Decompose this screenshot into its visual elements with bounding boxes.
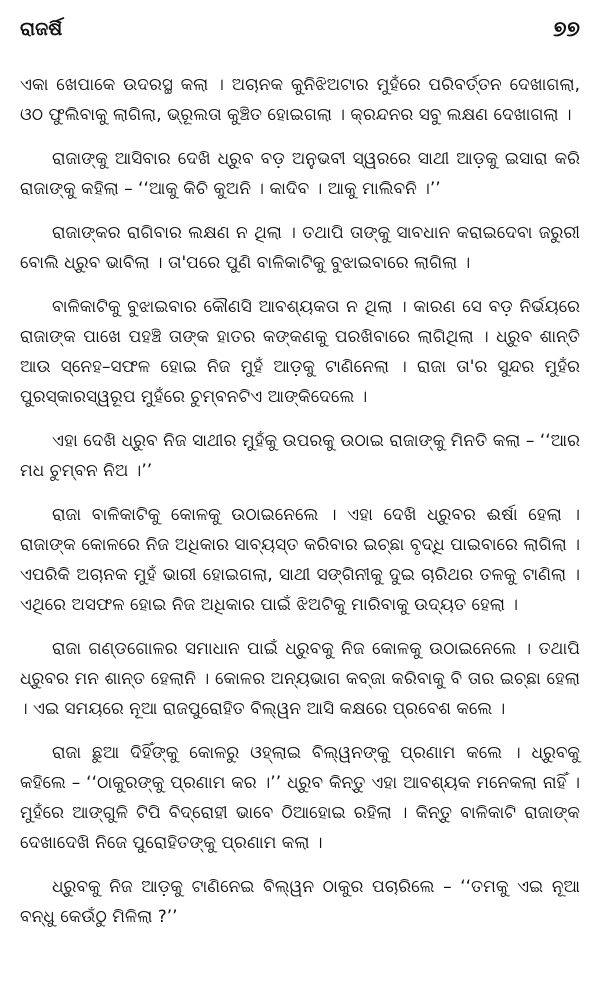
running-head: ରାଜର୍ଷି xyxy=(20,18,63,40)
paragraph: ଏକା ଖେପାକେ ଉଦରସ୍ଥ କଲା । ଅଚାନକ କୁନିଝିଅଟାର ମୁହଁରେ ପରିବର୍ତ୍ତନ ଦେଖାଗଲା, ଓଠ ଫୁଲିବାକୁ ଲାଗିଲା, ଭ୍ରୂଲତା କୁଞ୍ଚିତ ହୋଇଗଲା । କ୍ରନ୍ଦନର ସବୁ ଲକ୍ଷଣ ଦେଖାଗଲା । xyxy=(20,75,580,125)
paragraph: ରାଜାଙ୍କର ରାଗିବାର ଲକ୍ଷଣ ନ ଥିଲା । ତଥାପି ତାଙ୍କୁ ସାବଧାନ କରାଇଦେବା ଜରୁରୀ ବୋଲି ଧ୍ରୁବ ଭାବିଲା । ତା'ପରେ ପୁଣି ବାଳିକାଟିକୁ ବୁଝାଇବାରେ ଲାଗିଲା । xyxy=(20,223,580,273)
page-number: ୭୭ xyxy=(553,16,580,42)
paragraph: ବାଳିକାଟିକୁ ବୁଝାଇବାର କୌଣସି ଆବଶ୍ୟକତା ନ ଥିଲା । କାରଣ ସେ ବଡ଼ ନିର୍ଭୟରେ ରାଜାଙ୍କ ପାଖେ ପହଞ୍ଚି ତାଙ୍କ ହାତର କଙ୍କଣକୁ ପରଖିବାରେ ଲାଗିଥିଲା । ଧ୍ରୁବ ଶାନ୍ତି ଆଉ ସ୍ନେହ–ସଫଳ ହୋଇ ନିଜ ମୁହଁ ଆଡ଼କୁ ଟାଣିନେଲା । ରାଜା ତା'ର ସୁନ୍ଦର ମୁହଁର ପୁରସ୍କାରସ୍ୱରୂପ ମୁହଁରେ ଚୁମ୍ବନଟିଏ ଆଙ୍କିଦେଲେ । xyxy=(20,297,580,407)
paragraph: ରାଜା ଗଣ୍ଡଗୋଳର ସମାଧାନ ପାଇଁ ଧ୍ରୁବକୁ ନିଜ କୋଳକୁ ଉଠାଇନେଲେ । ତଥାପି ଧ୍ରୁବର ମନ ଶାନ୍ତ ହେଲାନି । କୋଳର ଅନ୍ୟଭାଗ କବ୍‌ଜା କରିବାକୁ ବି ତାର ଇଚ୍ଛା ହେଲା । ଏଇ ସମୟରେ ନୂଆ ରାଜପୁରୋହିତ ବିଲ୍ୱନ ଆସି କକ୍ଷରେ ପ୍ରବେଶ କଲେ । xyxy=(20,639,580,719)
paragraph: ରାଜା ବାଳିକାଟିକୁ କୋଳକୁ ଉଠାଇନେଲେ । ଏହା ଦେଖି ଧ୍ରୁବର ଈର୍ଷା ହେଲା । ରାଜାଙ୍କ କୋଳରେ ନିଜ ଅଧିକାର ସାବ୍ୟସ୍ତ କରିବାର ଇଚ୍ଛା ବୃଦ୍ଧି ପାଇବାରେ ଲାଗିଲା । ଏପରିକି ଅଚାନକ ମୁହଁ ଭାରୀ ହୋଇଗଲା, ସାଥୀ ସଙ୍ଗିନୀକୁ ଦୁଇ ଚାରିଥର ତଳକୁ ଟାଣିଲା । ଏଥିରେ ଅସଫଳ ହୋଇ ନିଜ ଅଧିକାର ପାଇଁ ଝିଅଟିକୁ ମାରିବାକୁ ଉଦ୍ୟତ ହେଲା । xyxy=(20,505,580,615)
paragraph: ରାଜା ଛୁଆ ଦିହିଁଙ୍କୁ କୋଳରୁ ଓହ୍ଲାଇ ବିଲ୍ୱନଙ୍କୁ ପ୍ରଣାମ କଲେ । ଧ୍ରୁବକୁ କହିଲେ – ‘‘ଠାକୁରଙ୍କୁ ପ୍ରଣାମ କର ।’’ ଧ୍ରୁବ କିନ୍ତୁ ଏହା ଆବଶ୍ୟକ ମନେକଲା ନାହିଁ । ମୁହଁରେ ଆଙ୍ଗୁଳି ଟିପି ବିଦ୍ରୋହୀ ଭାବେ ଠିଆହୋଇ ରହିଲା । କିନ୍ତୁ ବାଳିକାଟି ରାଜାଙ୍କ ଦେଖାଦେଖି ନିଜେ ପୁରୋହିତଙ୍କୁ ପ୍ରଣାମ କଲା । xyxy=(20,743,580,853)
page-header xyxy=(20,10,580,48)
paragraph: ରାଜାଙ୍କୁ ଆସିବାର ଦେଖି ଧ୍ରୁବ ବଡ଼ ଅନୁଭବୀ ସ୍ୱରରେ ସାଥୀ ଆଡ଼କୁ ଇସାରା କରି ରାଜାଙ୍କୁ କହିଲା – ‘‘ଆକୁ କିଚି କୁଅନି । କାଦିବ । ଆକୁ ମାଲିବନି ।’’ xyxy=(20,149,580,199)
paragraph: ଏହା ଦେଖି ଧ୍ରୁବ ନିଜ ସାଥୀର ମୁହଁକୁ ଉପରକୁ ଉଠାଇ ରାଜାଙ୍କୁ ମିନତି କଲା – ‘‘ଆର ମଧ ଚୁମ୍ବନ ନିଅ ।’’ xyxy=(20,431,580,481)
paragraph: ଧ୍ରୁବକୁ ନିଜ ଆଡ଼କୁ ଟାଣିନେଇ ବିଲ୍ୱନ ଠାକୁର ପଚାରିଲେ – ‘‘ତମକୁ ଏଇ ନୂଆ ବନ୍ଧୁ କେଉଁଠୁ ମିଳିଲା ?’’ xyxy=(20,877,580,927)
body-text xyxy=(20,70,580,932)
